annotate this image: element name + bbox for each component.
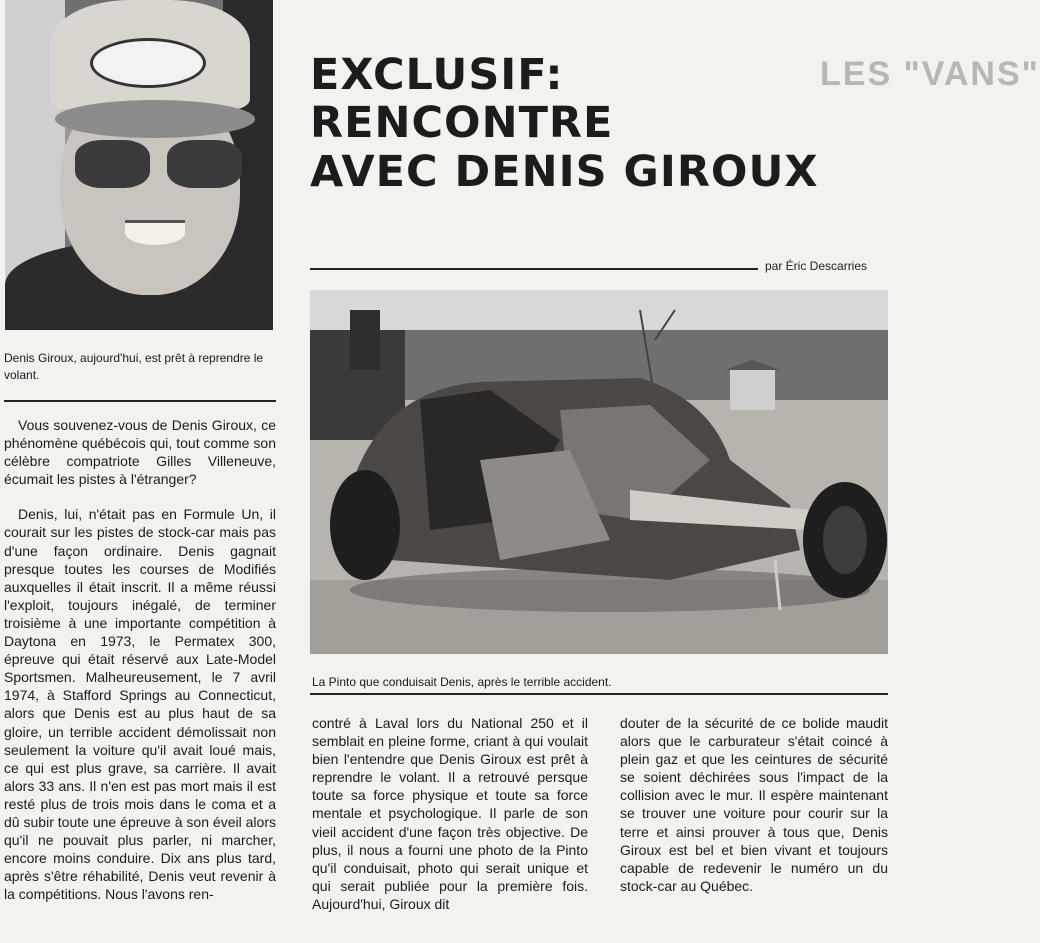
accident-caption: La Pinto que conduisait Denis, après le terrible accident. [312, 675, 612, 689]
portrait-caption: Denis Giroux, aujourd'hui, est prêt à reprendre le volant. [4, 351, 264, 383]
article-column-3 [620, 714, 888, 912]
portrait-photo [5, 0, 273, 330]
accident-photo [310, 290, 888, 654]
headline-line-1: EXCLUSIF: [310, 50, 564, 100]
article-paragraph-3: contré à Laval lors du National 250 et il semblait en pleine forme, criant à qui voulait bien l'entendre que Denis Giroux est prêt à reprendre le volant. Il a retrouvé persque toute sa force physique et toute sa force mentale et psychologique. Il parle de son vieil accident d'une façon très objective. De plus, il nous a fourni une photo de la Pinto qu'il conduisait, photo qui serait unique et qui serait publiée pour la première fois. Aujourd'hui, Giroux dit [312, 715, 588, 912]
byline: par Éric Descarries [765, 259, 868, 273]
article-column-2 [312, 714, 588, 930]
article-paragraph-4: douter de la sécurité de ce bolide maudit alors que le carburateur s'était coincé à plein gaz et que les ceintures de sécurité se soient déchirées sous l'impact de la collision avec le mur. Il espère maintenant se trouver une voiture pour courir sur la terre et ainsi prouver à tous que, Denis Giroux est bel et bien vivant et toujours capable de redevenir le numéro un du stock-car au Québec. [620, 715, 888, 894]
adjacent-article-heading: LES "VANS" [820, 55, 1040, 93]
article-paragraph-2: Denis, lui, n'était pas en Formule Un, il courait sur les pistes de stock-car mais pas d'une façon ordinaire. Denis gagnait presque toutes les courses de Modifiés auxquelles il était inscrit. Il a même réussi l'exploit, toujours inégalé, de terminer troisième à une importante compétition à Daytona en 1973, le Permatex 300, épreuve qui était réservé aux Late-Model Sportsmen. Malheureusement, le 7 avril 1974, à Stafford Springs au Connecticut, alors que Denis est au plus haut de sa gloire, un terrible accident démolissait non seulement la voiture qu'il avait loué mais, ce qui est plus grave, sa carrière. Il avait alors 33 ans. Il n'en est pas mort mais il est resté plus de trois mois dans le coma et a dû subir toute une épreuve à son éveil alors qu'il ne pouvait plus parler, ni marcher, encore moins conduire. Dix ans plus tard, après s'être réhabilité, Denis veut revenir à la compétitions. Nous l'avons ren- [4, 506, 276, 903]
caption-rule [4, 400, 276, 402]
headline [310, 52, 870, 197]
photo-rule [310, 693, 888, 695]
headline-rule [310, 268, 758, 270]
article-intro: Vous souvenez-vous de Denis Giroux, ce phénomène québécois qui, tout comme son célèbre compatriote Gilles Villeneuve, écumait les pistes à l'étranger? [4, 417, 276, 488]
wrecked-car-illustration [310, 290, 888, 654]
article-column-1 [4, 416, 276, 920]
headline-line-2: RENCONTRE [310, 98, 614, 149]
headline-line-3: AVEC DENIS GIROUX [310, 146, 819, 197]
